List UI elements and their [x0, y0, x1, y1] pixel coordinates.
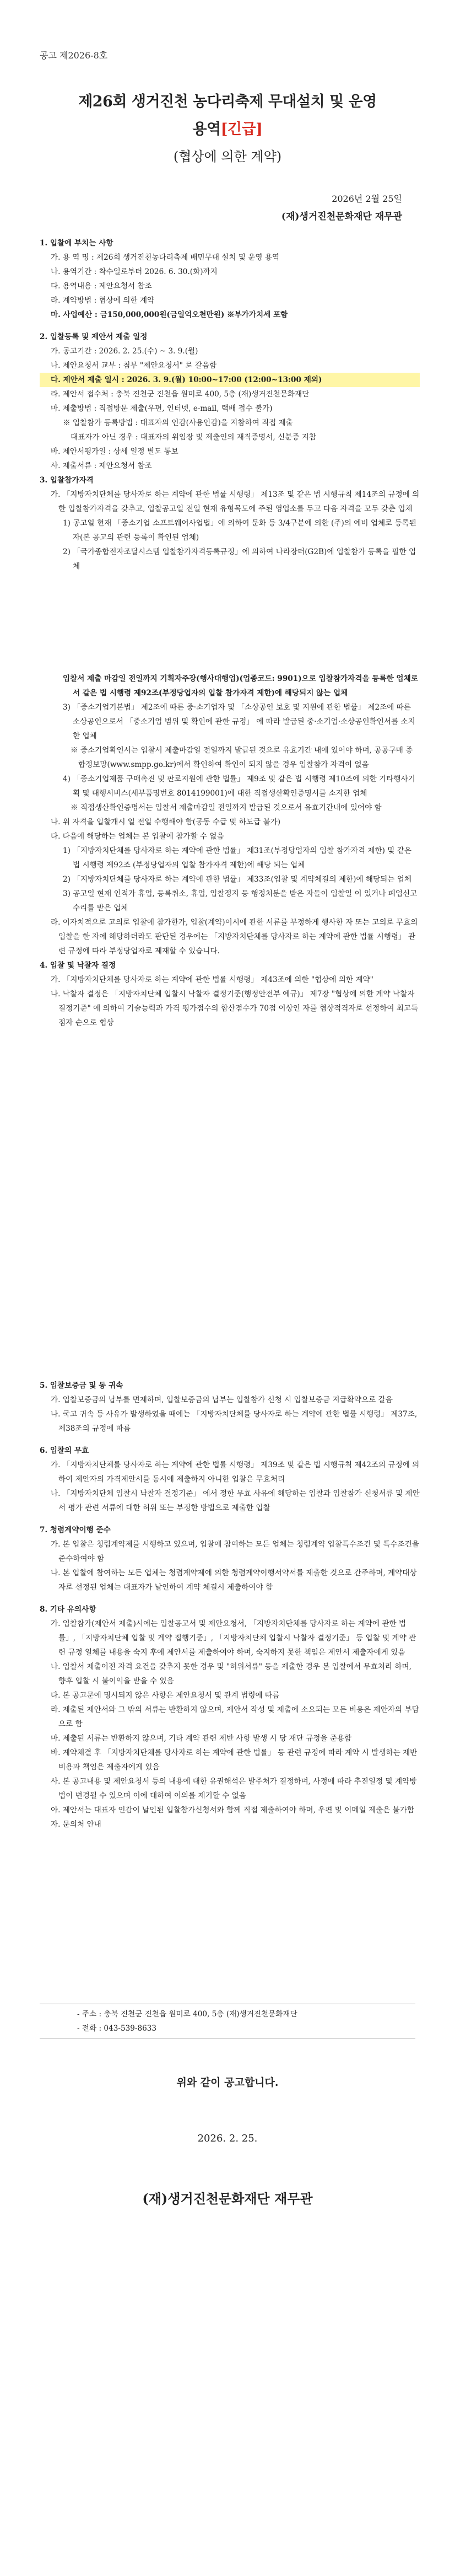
- note: ※ 입찰참가 등록방법 : 대표자의 인감(사용인감)을 지참하여 직접 제출: [63, 418, 293, 427]
- list-item: 나. 본 입찰에 참여하는 모든 업체는 청렴계약제에 의한 청렴계약이행서약서를 제출한 것으로 간주하며, 계약대상자로 선정된 업체는 대표자가 날인하여 계약 체결시 제출하여야 함: [51, 1569, 417, 1592]
- title-line2: [0, 117, 455, 138]
- list-item: 가. 「지방자치단체를 당사자로 하는 계약에 관한 법률 시행령」 제39조 및 같은 법 시행규칙 제42조의 규정에 의하여 제안자의 가격제안서를 동시에 제출하지 아니한 입찰은 무효처리: [51, 1461, 420, 1484]
- list-item: 다. 다음에 해당하는 업체는 본 입찰에 참가할 수 없음: [51, 832, 224, 841]
- list-item: 바. 제안서평가일 : 상세 일정 별도 통보: [51, 447, 178, 456]
- list-item: 나. 「지방자치단체 입찰시 낙찰자 결정기준」 에서 정한 무효 사유에 해당하는 입찰과 입찰참가 신청서류 및 제안서 평가 관련 서류에 대한 허위 또는 부정한 방법으로 제출한 입찰: [51, 1489, 420, 1512]
- list-item: 2) 「지방자치단체를 당사자로 하는 계약에 관한 법률」 제33조(입찰 및 계약체결의 제한)에 해당되는 업체: [63, 875, 412, 884]
- section-heading: 3. 입찰참가자격: [40, 476, 94, 485]
- list-item: 1) 공고일 현재 「중소기업 소프트웨어사업법」에 의하여 문화 등 3/4구분에 의한 (주)의 예비 업체로 등록된 자(본 공고의 관련 등록이 확인된 업체): [63, 519, 416, 542]
- list-item: 나. 위 자격을 입찰개시 일 전일 수행해야 함(공동 수급 및 하도급 불가): [51, 818, 281, 827]
- title-line2-prefix: 용역: [192, 121, 221, 138]
- list-item: 라. 계약방법 : 협상에 의한 계약: [51, 296, 155, 305]
- list-item: 다. 본 공고문에 명시되지 않은 사항은 제안요청서 및 관계 법령에 따름: [51, 1691, 280, 1700]
- list-item: 마. 사업예산 : 금150,000,000원(금일억오천만원) ※부가가치세 포함: [51, 310, 288, 319]
- list-item: 바. 계약체결 후 「지방자치단체를 당사자로 하는 계약에 관한 법률」 등 관련 규정에 따라 계약 시 발생하는 제반 비용과 책임은 제출자에게 있음: [51, 1748, 418, 1772]
- notice-number: 공고 제2026-8호: [40, 50, 108, 61]
- issuer: (재)생거진천문화재단 재무관: [281, 211, 402, 222]
- list-item: 아. 제안서는 대표자 인감이 날인된 입찰참가신청서와 함께 직접 제출하여야 하며, 우편 및 이메일 제출은 불가함: [51, 1806, 415, 1815]
- section-heading: 8. 기타 유의사항: [40, 1605, 96, 1614]
- list-item: 가. 공고기간 : 2026. 2. 25.(수) ~ 3. 9.(월): [51, 347, 198, 356]
- section-heading: 4. 입찰 및 낙찰자 결정: [40, 961, 116, 970]
- list-item: 나. 입찰서 제출이전 자격 요건을 갖추지 못한 경우 및 "허위서류" 등을 제출한 경우 본 입찰에서 무효처리 하며, 향후 입찰 시 불이익을 받을 수 있음: [51, 1662, 411, 1686]
- notice-body-bottom: [40, 1378, 420, 1832]
- note: ※ 직접생산확인증명서는 입찰서 제출마감일 전일까지 발급된 것으로서 유효기간내에 있어야 함: [71, 803, 382, 812]
- footer-issuer: (재)생거진천문화재단 재무관: [142, 2191, 313, 2207]
- list-item: 가. 「지방자치단체를 당사자로 하는 계약에 관한 법률 시행령」 제13조 및 같은 법 시행규칙 제14조의 규정에 의한 입찰참가자격을 갖추고, 입찰공고일 전일 현재 유형목도에 주된 영업소를 두고 다음 자격을 모두 갖춘 업체: [51, 490, 420, 513]
- list-item: 다. 용역내용 : 제안요청서 참조: [51, 282, 152, 291]
- list-item: 가. 본 입찰은 청렴계약제를 시행하고 있으며, 입찰에 참여하는 모든 업체는 청렴계약 입찰특수조건 및 특수조건을 준수하여야 함: [51, 1540, 419, 1563]
- closing-statement: 위와 같이 공고합니다.: [176, 2076, 279, 2089]
- list-item: 사. 제출서류 : 제안요청서 참조: [51, 461, 152, 470]
- list-item: 가. 용 역 명 : 제26회 생거진천농다리축제 배민무대 설치 및 운영 용역: [51, 253, 280, 262]
- list-item: 나. 제안요청서 교부 : 첨부 "제안요청서" 로 갈음함: [51, 361, 217, 370]
- section-heading: 6. 입찰의 무효: [40, 1446, 89, 1455]
- list-item: 입찰서 제출 마감일 전일까지 기획자주장(행사대행업)(업종코드: 9901)으로 입찰참가자격을 등록한 업체로서 같은 법 시행령 제92조(부정당업자의 입찰 참가자격 제한)에 해당되지 않는 업체: [63, 674, 418, 697]
- list-item: 사. 본 공고내용 및 제안요청서 등의 내용에 대한 유권해석은 발주처가 결정하며, 사정에 따라 추진일정 및 계약방법이 변경될 수 있으며 이에 대하여 이의를 제기할 수 없음: [51, 1777, 417, 1800]
- title-line1: 제26회 생거진천 농다리축제 무대설치 및 운영: [78, 93, 377, 110]
- list-item: 가. 「지방자치단체를 당사자로 하는 계약에 관한 법률 시행령」 제43조에 의한 "협상에 의한 계약": [51, 975, 373, 984]
- list-item: 자. 문의처 안내: [51, 1820, 101, 1829]
- urgent-tag: [긴급]: [220, 121, 263, 138]
- notice-date: 2026년 2월 25일: [332, 194, 402, 204]
- list-item: 나. 용역기간 : 착수일로부터 2026. 6. 30.(화)까지: [51, 267, 218, 276]
- list-item: 라. 제출된 제안서와 그 밖의 서류는 반환하지 않으며, 제안서 작성 및 제출에 소요되는 모든 비용은 제안자의 부담으로 함: [51, 1705, 419, 1729]
- section-heading: 5. 입찰보증금 및 동 귀속: [40, 1381, 123, 1390]
- blank-area: [40, 573, 420, 672]
- list-item: 3) 공고일 현재 인적가 휴업, 등록취소, 휴업, 입찰정지 등 행정처분을 받은 자들이 입찰일 이 있거나 폐업신고 수리를 받은 업체: [63, 889, 418, 913]
- list-item: 가. 입찰보증금의 납부를 면제하며, 입찰보증금의 납부는 입찰참가 신청 시 입찰보증금 지급확약으로 갈음: [51, 1396, 393, 1404]
- list-item: 나. 낙찰자 결정은 「지방자치단체 입찰시 낙찰자 결정기준(행정안전부 예규)」 제7장 "협상에 의한 계약 낙찰자 결정기준" 에 의하여 기술능력과 가격 평가점수의 합산점수가 70점 이상인 자를 협상적격자로 선정하여 최고득점자 순으로 협상: [51, 990, 419, 1027]
- list-item: 마. 제출된 서류는 반환하지 않으며, 기타 계약 관련 제반 사항 발생 시 당 재단 규정을 준용함: [51, 1734, 352, 1743]
- list-item: 가. 입찰참가(제안서 제출)시에는 입찰공고서 및 제안요청서, 「지방자치단체를 당사자로 하는 계약에 관한 법률」, 「지방자치단체 입찰 및 계약 집행기준」, 「지방자치단체 입찰시 낙찰자 결정기준」 등 입찰 및 계약 관련 규정 일체를 내용을 숙지 후에 제안서를 제출하여야 하며, 숙지하지 못한 책임은 제안서 제출자에게 있음: [51, 1619, 416, 1657]
- section-heading: 7. 청렴계약이행 준수: [40, 1526, 111, 1534]
- list-item: 다. 제안서 제출 일시 : 2026. 3. 9.(월) 10:00~17:00 (12:00~13:00 제외): [40, 373, 420, 387]
- list-item: 라. 제안서 접수처 : 충북 진천군 진천읍 원미로 400, 5층 (재)생거진천문화재단: [51, 390, 310, 399]
- note: 대표자가 아닌 경우 : 대표자의 위임장 및 제출인의 재직증명서, 신분증 지참: [71, 433, 317, 442]
- list-item: 4) 「중소기업제품 구매촉진 및 판로지원에 관한 법률」 제9조 및 같은 법 시행령 제10조에 의한 기타행사기획 및 대행서비스(세부품명번호 8014199001)에 대한 직접생산확인증명서를 소지한 업체: [63, 775, 415, 798]
- list-item: 마. 제출방법 : 직접방문 제출(우편, 인터넷, e-mail, 택배 접수 불가): [51, 404, 273, 413]
- section-heading: 1. 입찰에 부치는 사항: [40, 239, 113, 248]
- notice-body-top: [40, 236, 420, 1030]
- note: ※ 중소기업확인서는 입찰서 제출마감일 전일까지 발급된 것으로 유효기간 내에 있어야 하며, 공공구매 종합정보망(www.smpp.go.kr)에서 확인하여 확인이 되지 않을 경우 입찰참가 자격이 없음: [71, 746, 413, 769]
- list-item: 라. 이자치적으로 고의로 입찰에 참가한가, 입찰(계약)이시에 관한 서류를 부정하게 행사한 자 또는 고의로 무효의 입찰을 한 자에 해당하더라도 판단된 경우에는 「지방자치단체를 당사자로 하는 계약에 관한 법률 시행령」 관련 규정에 따라 부정당업자로 제재할 수 있습니다.: [51, 918, 418, 956]
- list-item: 2) 「국가종합전자조달시스템 입찰참가자격등록규정」에 의하여 나라장터(G2B)에 입찰참가 등록을 필한 업체: [63, 548, 416, 571]
- list-item: 1) 「지방자치단체를 당사자로 하는 계약에 관한 법률」 제31조(부정당업자의 입찰 참가자격 제한) 및 같은 법 시행령 제92조 (부정당업자의 입찰 참가자격 제한)에 해당 되는 업체: [63, 846, 412, 870]
- list-item: 3) 「중소기업기본법」 제2조에 따른 중·소기업자 및 「소상공인 보호 및 지원에 관한 법률」 제2조에 따른 소상공인으로서 「중소기업 범위 및 확인에 관한 규정」 에 따라 발급된 중·소기업·소상공인확인서를 소지한 업체: [63, 703, 415, 740]
- footer-date: 2026. 2. 25.: [197, 2133, 258, 2144]
- contact-phone: - 전화 : 043-539-8633: [77, 2024, 157, 2033]
- contact-address: - 주소 : 충북 진천군 진천읍 원미로 400, 5층 (재)생거진천문화재단: [77, 2010, 297, 2019]
- subtitle: (협상에 의한 계약): [173, 149, 282, 164]
- section-heading: 2. 입찰등록 및 제안서 제출 일정: [40, 332, 148, 341]
- contact-info: [77, 2007, 297, 2036]
- list-item: 나. 국고 귀속 등 사유가 발생하였을 때에는 「지방자치단체를 당사자로 하는 계약에 관한 법률 시행령」 제37조, 제38조의 규정에 따름: [51, 1410, 418, 1433]
